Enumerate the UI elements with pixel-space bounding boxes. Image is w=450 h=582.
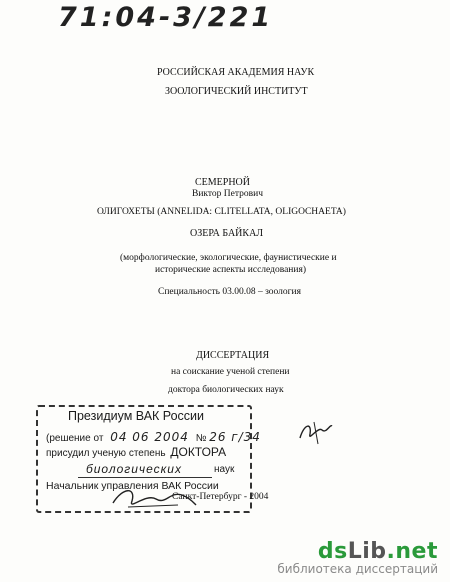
stamp-field-suffix: наук xyxy=(214,464,235,475)
stamp-decision-number: 26 г/34 xyxy=(209,430,261,444)
specialty: Специальность 03.00.08 – зоология xyxy=(158,287,301,297)
stamp-number-sign: № xyxy=(195,433,207,444)
stamp-degree-prefix: присудил ученую степень xyxy=(46,448,166,459)
stamp-line2 xyxy=(46,430,261,444)
archive-code-handwritten: 71:04-3/221 xyxy=(58,2,274,33)
dslib-watermark xyxy=(277,539,438,576)
document-type: ДИССЕРТАЦИЯ xyxy=(196,350,270,361)
subtitle-line1: (морфологические, экологические, фаунистические и xyxy=(120,253,337,263)
stamp-field-handwritten: биологических xyxy=(86,462,182,476)
degree-line2: доктора биологических наук xyxy=(168,385,284,395)
stamp-line3 xyxy=(46,445,226,459)
stamp-decision-prefix: (решение от xyxy=(46,433,104,444)
signature-scribble xyxy=(108,485,198,513)
stamp-field-underline xyxy=(78,477,212,478)
subtitle-line2: исторические аспекты исследования) xyxy=(155,265,306,275)
dslib-logo xyxy=(277,539,438,564)
stamp-decision-date: 04 06 2004 xyxy=(110,430,189,444)
dslib-logo-ds: ds xyxy=(317,539,348,564)
dslib-logo-net: .net xyxy=(386,539,438,564)
dslib-logo-lib: Lib xyxy=(347,539,387,564)
stamp-line1: Президиум ВАК России xyxy=(68,409,204,423)
vak-stamp xyxy=(36,405,261,513)
author-surname: СЕМЕРНОЙ xyxy=(195,177,251,188)
dissertation-title-line1: ОЛИГОХЕТЫ (ANNELIDA: CLITELLATA, OLIGOCHAETA) xyxy=(97,207,346,217)
city-year: Санкт-Петербург - 2004 xyxy=(172,492,269,502)
dslib-tagline: библиотека диссертаций xyxy=(277,562,438,576)
stamp-degree: ДОКТОРА xyxy=(170,445,227,459)
dissertation-title-line2: ОЗЕРА БАЙКАЛ xyxy=(190,228,264,239)
stamp-line5: Начальник управления ВАК России xyxy=(46,480,219,492)
academy-name: РОССИЙСКАЯ АКАДЕМИЯ НАУК xyxy=(157,67,315,78)
author-name: Виктор Петрович xyxy=(192,189,264,199)
institute-name: ЗООЛОГИЧЕСКИЙ ИНСТИТУТ xyxy=(165,86,308,97)
degree-line1: на соискание ученой степени xyxy=(171,367,290,377)
signature-right xyxy=(296,418,336,448)
